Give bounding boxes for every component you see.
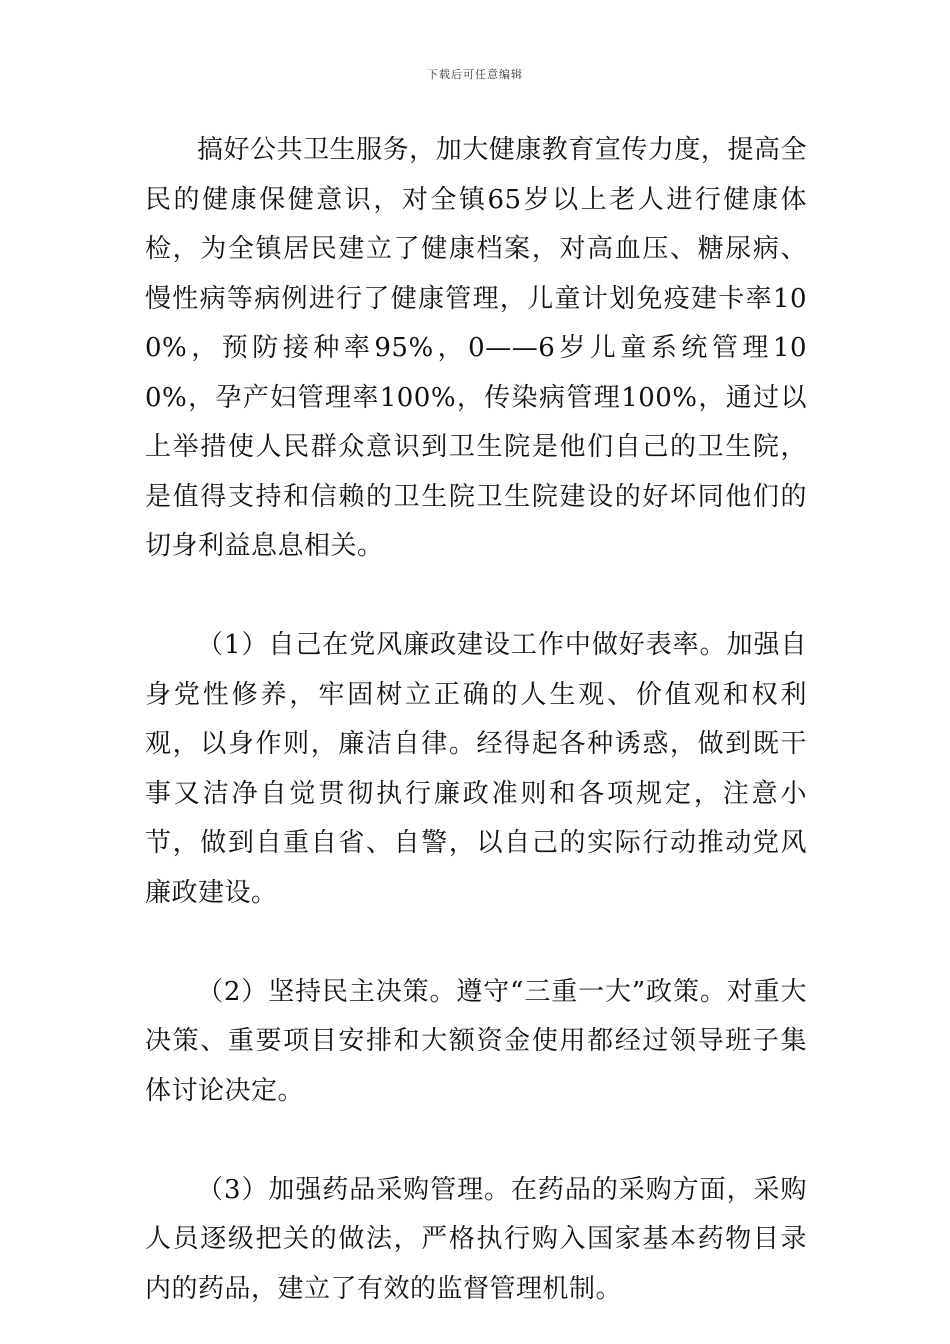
paragraph-item-2: （2）坚持民主决策。遵守“三重一大”政策。对重大决策、重要项目安排和大额资金使用都经过领导班子集体讨论决定。 — [145, 976, 807, 1106]
paragraph-item-1: （1）自己在党风廉政建设工作中做好表率。加强自身党性修养，牢固树立正确的人生观、价值观和权利观，以身作则，廉洁自律。经得起各种诱惑，做到既干事又洁净自觉贯彻执行廉政准则和各项规定，注意小节，做到自重自省、自警，以自己的实际行动推动党风廉政建设。 — [145, 630, 807, 908]
document-body — [145, 126, 807, 1314]
paragraph-public-health: 搞好公共卫生服务，加大健康教育宣传力度，提高全民的健康保健意识，对全镇65岁以上老人进行健康体检，为全镇居民建立了健康档案，对高血压、糖尿病、慢性病等病例进行了健康管理，儿童计划免疫建卡率100%，预防接种率95%，0——6岁儿童系统管理100%，孕产妇管理率100%，传染病管理100%，通过以上举措使人民群众意识到卫生院是他们自己的卫生院，是值得支持和信赖的卫生院卫生院建设的好坏同他们的切身利益息息相关。 — [145, 135, 807, 561]
page-header: 下载后可任意编辑 — [427, 68, 523, 81]
paragraph-item-3: （3）加强药品采购管理。在药品的采购方面，采购人员逐级把关的做法，严格执行购入国家基本药物目录内的药品，建立了有效的监督管理机制。 — [145, 1174, 807, 1304]
